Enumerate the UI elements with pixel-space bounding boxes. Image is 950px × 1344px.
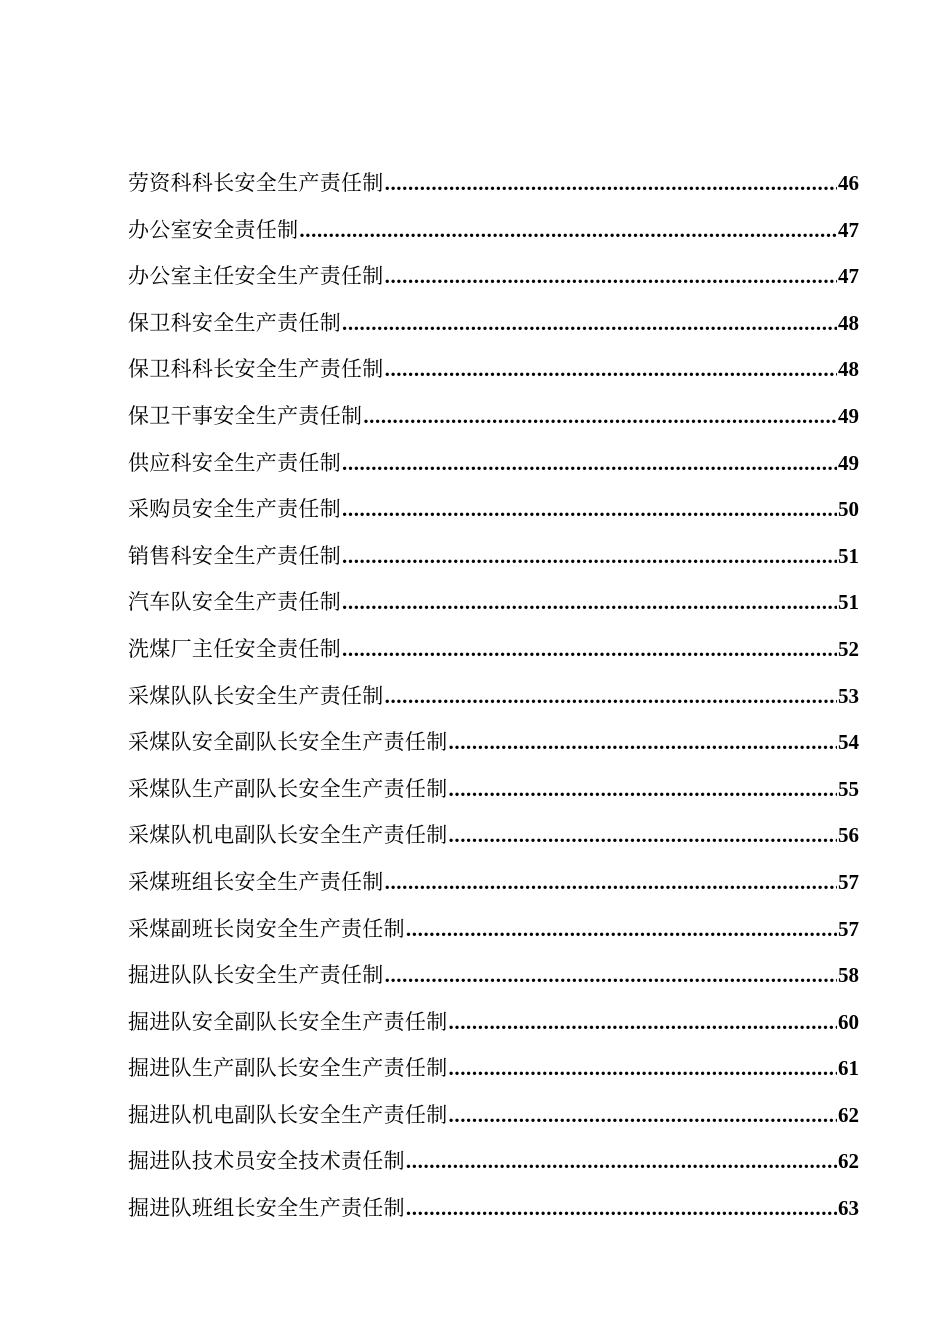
toc-entry[interactable] [128,160,859,207]
toc-entry[interactable] [128,766,859,813]
toc-entry-page-number: 63 [838,1196,859,1221]
toc-dot-leader [342,300,837,347]
toc-dot-leader [342,486,837,533]
toc-dot-leader [406,906,837,953]
toc-entry[interactable] [128,207,859,254]
toc-dot-leader [449,1045,838,1092]
toc-entry[interactable] [128,999,859,1046]
table-of-contents [128,160,859,1232]
toc-entry-page-number: 57 [838,916,859,941]
toc-entry-page-number: 47 [838,264,859,289]
toc-entry[interactable] [128,626,859,673]
toc-entry-title: 汽车队安全生产责任制 [128,590,341,615]
toc-entry-page-number: 61 [838,1056,859,1081]
toc-entry-title: 销售科安全生产责任制 [128,543,341,568]
toc-entry[interactable] [128,1045,859,1092]
toc-entry-title: 掘进队班组长安全生产责任制 [128,1196,405,1221]
toc-entry[interactable] [128,440,859,487]
toc-entry-title: 供应科安全生产责任制 [128,450,341,475]
toc-entry[interactable] [128,253,859,300]
toc-dot-leader [385,952,837,999]
toc-entry-page-number: 58 [838,963,859,988]
toc-entry-title: 办公室主任安全生产责任制 [128,264,384,289]
toc-entry-page-number: 55 [838,776,859,801]
toc-dot-leader [342,533,837,580]
toc-dot-leader [449,812,838,859]
toc-entry-title: 采煤队机电副队长安全生产责任制 [128,823,448,848]
toc-dot-leader [385,160,837,207]
toc-entry-page-number: 50 [838,497,859,522]
toc-entry-page-number: 47 [838,217,859,242]
toc-entry[interactable] [128,673,859,720]
toc-entry-page-number: 49 [838,450,859,475]
toc-entry[interactable] [128,346,859,393]
toc-entry[interactable] [128,952,859,999]
toc-entry-page-number: 57 [838,869,859,894]
toc-dot-leader [385,859,837,906]
toc-entry-title: 保卫科安全生产责任制 [128,310,341,335]
toc-entry-page-number: 62 [838,1102,859,1127]
toc-entry-title: 掘进队机电副队长安全生产责任制 [128,1102,448,1127]
toc-entry[interactable] [128,486,859,533]
toc-entry[interactable] [128,812,859,859]
toc-entry-page-number: 49 [838,403,859,428]
toc-dot-leader [449,719,838,766]
toc-entry-title: 采煤队生产副队长安全生产责任制 [128,776,448,801]
toc-entry-title: 采煤班组长安全生产责任制 [128,869,384,894]
toc-entry-page-number: 53 [838,683,859,708]
toc-entry-title: 采煤队队长安全生产责任制 [128,683,384,708]
toc-entry-title: 采煤队安全副队长安全生产责任制 [128,730,448,755]
toc-entry-title: 掘进队安全副队长安全生产责任制 [128,1009,448,1034]
toc-entry-page-number: 56 [838,823,859,848]
toc-entry-page-number: 62 [838,1149,859,1174]
toc-dot-leader [406,1185,837,1232]
toc-entry-page-number: 48 [838,357,859,382]
toc-dot-leader [449,999,838,1046]
toc-dot-leader [406,1138,837,1185]
toc-entry-title: 采煤副班长岗安全生产责任制 [128,916,405,941]
toc-entry[interactable] [128,300,859,347]
toc-entry-page-number: 54 [838,730,859,755]
toc-entry-title: 保卫干事安全生产责任制 [128,403,363,428]
toc-entry[interactable] [128,533,859,580]
toc-entry-page-number: 51 [838,590,859,615]
toc-entry-page-number: 60 [838,1009,859,1034]
toc-entry-title: 劳资科科长安全生产责任制 [128,171,384,195]
toc-entry[interactable] [128,719,859,766]
toc-dot-leader [363,393,837,440]
toc-entry-title: 洗煤厂主任安全责任制 [128,636,341,661]
toc-entry-page-number: 52 [838,636,859,661]
toc-dot-leader [385,253,837,300]
toc-entry[interactable] [128,579,859,626]
toc-entry-page-number: 46 [838,171,859,195]
toc-entry-title: 采购员安全生产责任制 [128,497,341,522]
toc-entry-title: 保卫科科长安全生产责任制 [128,357,384,382]
toc-dot-leader [342,579,837,626]
toc-dot-leader [342,440,837,487]
toc-dot-leader [299,207,837,254]
toc-entry[interactable] [128,859,859,906]
toc-entry-title: 掘进队生产副队长安全生产责任制 [128,1056,448,1081]
toc-dot-leader [385,673,837,720]
toc-entry-page-number: 48 [838,310,859,335]
toc-dot-leader [342,626,837,673]
toc-dot-leader [449,766,838,813]
toc-entry-title: 办公室安全责任制 [128,217,299,242]
toc-entry[interactable] [128,1138,859,1185]
toc-entry[interactable] [128,1092,859,1139]
toc-entry[interactable] [128,1185,859,1232]
toc-entry[interactable] [128,393,859,440]
toc-entry-page-number: 51 [838,543,859,568]
toc-entry[interactable] [128,906,859,953]
toc-entry-title: 掘进队队长安全生产责任制 [128,963,384,988]
toc-entry-title: 掘进队技术员安全技术责任制 [128,1149,405,1174]
toc-dot-leader [449,1092,838,1139]
toc-dot-leader [385,346,837,393]
